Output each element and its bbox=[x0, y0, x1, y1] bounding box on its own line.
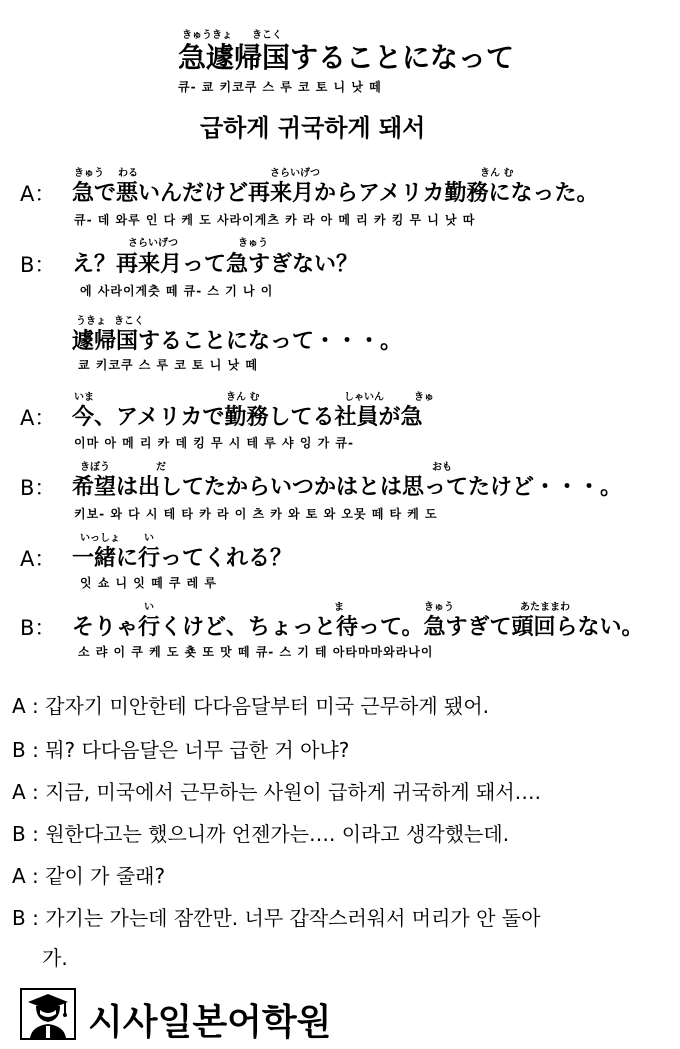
furigana: い bbox=[144, 602, 154, 613]
title-pronunciation: 큐- 쿄 키코쿠 스 루 코 토 니 낫 떼 bbox=[178, 80, 382, 94]
pronunciation: 큐- 데 와루 인 다 케 도 사라이게츠 카 라 아 메 리 카 킹 무 니 낫 따 bbox=[74, 213, 476, 227]
translation-line: B : 뭐? 다다음달은 너무 급한 거 아냐? bbox=[12, 738, 350, 762]
furigana: きん む bbox=[480, 168, 514, 179]
logo bbox=[20, 988, 76, 1040]
furigana: さらいげつ bbox=[270, 168, 320, 179]
translation-speaker: A bbox=[12, 694, 26, 718]
japanese-text: 希望は出してたからいつかはとは思ってたけど・・・。 bbox=[72, 475, 623, 500]
furigana: きぼう bbox=[80, 462, 110, 473]
japanese-text: 遽帰国することになって・・・。 bbox=[72, 329, 403, 354]
furigana: きゅう bbox=[238, 238, 268, 249]
translation-text: 지금, 미국에서 근무하는 사원이 급하게 귀국하게 돼서…. bbox=[45, 780, 542, 804]
speaker-label: B： bbox=[20, 253, 56, 277]
translation-speaker: B bbox=[12, 738, 26, 762]
pronunciation: 쿄 키코쿠 스 루 코 토 니 낫 떼 bbox=[78, 358, 258, 372]
translation-line: A : 같이 가 줄래? bbox=[12, 864, 166, 888]
speaker-label: B： bbox=[20, 476, 56, 500]
furigana: だ bbox=[156, 462, 166, 473]
furigana: うきょ bbox=[76, 316, 106, 327]
japanese-text: そりゃ行くけど、ちょっと待って。急すぎて頭回らない。 bbox=[72, 615, 644, 640]
pronunciation: 이마 아 메 리 카 데 킹 무 시 테 루 샤 잉 가 큐- bbox=[74, 436, 354, 450]
translation-line: B : 원한다고는 했으니까 언젠가는…. 이라고 생각했는데. bbox=[12, 822, 510, 846]
page-title: 急遽帰国することになって bbox=[178, 41, 515, 74]
furigana: きゅう bbox=[424, 602, 454, 613]
furigana: いま bbox=[74, 392, 94, 403]
title-furigana: きゅうきょ bbox=[182, 30, 232, 41]
logo-text: 시사일본어학원 bbox=[88, 1002, 332, 1043]
translation-speaker: B bbox=[12, 822, 26, 846]
translation-text: 뭐? 다다음달은 너무 급한 거 아냐? bbox=[45, 738, 350, 762]
furigana: わる bbox=[118, 168, 138, 179]
translation-line: A : 갑자기 미안한테 다다음달부터 미국 근무하게 됐어. bbox=[12, 694, 490, 718]
japanese-text: 一緒に行ってくれる？ bbox=[72, 546, 293, 571]
translation-text: 가. bbox=[42, 946, 68, 970]
furigana: きこく bbox=[114, 316, 144, 327]
japanese-text: 今、アメリカで勤務してる社員が急 bbox=[72, 405, 423, 430]
translation-text: 원한다고는 했으니까 언젠가는…. 이라고 생각했는데. bbox=[45, 822, 510, 846]
translation-speaker: A bbox=[12, 864, 26, 888]
furigana: おも bbox=[432, 462, 452, 473]
translation-text: 같이 가 줄래? bbox=[45, 864, 166, 888]
translation-speaker: B bbox=[12, 906, 26, 930]
furigana: いっしょ bbox=[80, 533, 120, 544]
furigana: きゅう bbox=[74, 168, 104, 179]
translation-line: B : 가기는 가는데 잠깐만. 너무 갑작스러워서 머리가 안 돌아 bbox=[12, 906, 541, 930]
speaker-label: A： bbox=[20, 406, 56, 430]
speaker-label: A： bbox=[20, 182, 56, 206]
pronunciation: 키보- 와 다 시 테 타 카 라 이 츠 카 와 토 와 오못 떼 타 케 도 bbox=[74, 507, 438, 521]
furigana: しゃいん bbox=[344, 392, 384, 403]
pronunciation: 소 랴 이 쿠 케 도 춋 또 맛 떼 큐- 스 기 테 아타마마와라나이 bbox=[78, 645, 434, 659]
title-furigana: きこく bbox=[252, 30, 282, 41]
furigana: きゅ bbox=[414, 392, 434, 403]
japanese-text: え？再来月って急すぎない？ bbox=[72, 252, 359, 277]
translation-text: 갑자기 미안한테 다다음달부터 미국 근무하게 됐어. bbox=[45, 694, 490, 718]
furigana: さらいげつ bbox=[128, 238, 178, 249]
japanese-text: 急で悪いんだけど再来月からアメリカ勤務になった。 bbox=[72, 181, 599, 206]
pronunciation: 에 사라이게츳 떼 큐- 스 기 나 이 bbox=[80, 284, 274, 298]
furigana: きん む bbox=[226, 392, 260, 403]
speaker-label: B： bbox=[20, 616, 56, 640]
translation-speaker: A bbox=[12, 780, 26, 804]
translation-line: A : 지금, 미국에서 근무하는 사원이 급하게 귀국하게 돼서…. bbox=[12, 780, 542, 804]
translation-line bbox=[42, 942, 68, 971]
translation-text: 가기는 가는데 잠깐만. 너무 갑작스러워서 머리가 안 돌아 bbox=[45, 906, 541, 930]
graduate-icon bbox=[20, 988, 76, 1040]
furigana: あたままわ bbox=[520, 602, 570, 613]
title-korean: 급하게 귀국하게 돼서 bbox=[200, 114, 426, 142]
speaker-label: A： bbox=[20, 547, 56, 571]
pronunciation: 잇 쇼 니 잇 떼 쿠 레 루 bbox=[80, 576, 217, 590]
furigana: ま bbox=[334, 602, 344, 613]
furigana: い bbox=[144, 533, 154, 544]
